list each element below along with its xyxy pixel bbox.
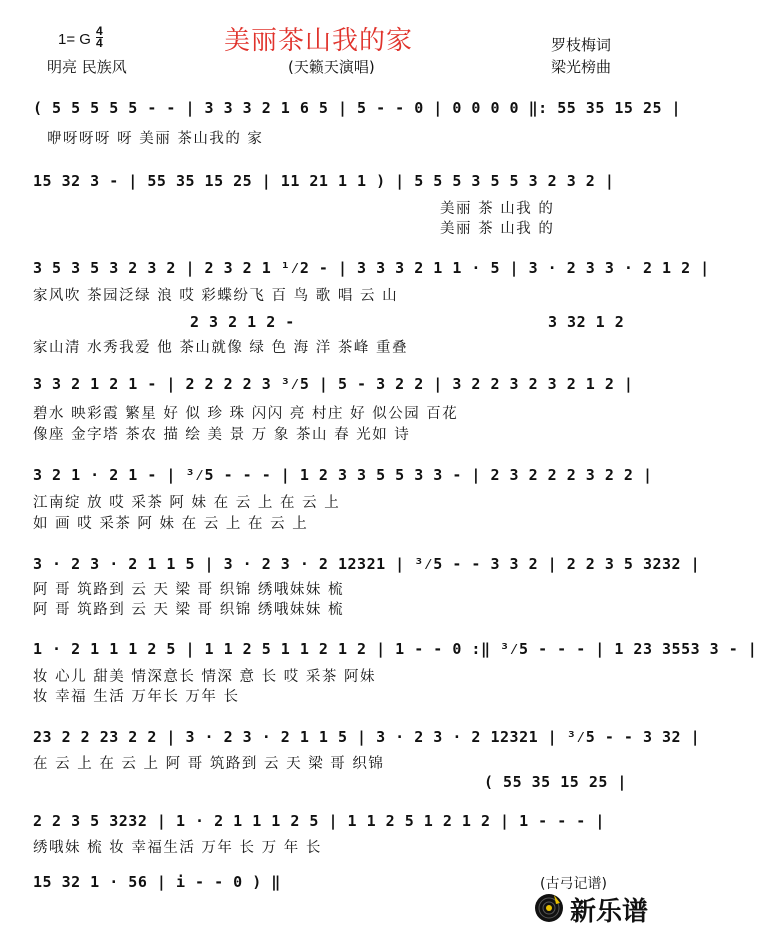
notation-line-7: 1 · 2 1 1 1 2 5 | 1 1 2 5 1 1 2 1 2 | 1 - - 0 :‖ ³⁄5 - - - | 1 23 3553 3 - | [33,640,757,658]
lyricist-credit: 罗枝梅词 [551,36,612,54]
lyric-line-3a: 家风吹 茶园泛绿 浪 哎 彩蝶纷飞 百 鸟 歌 唱 云 山 [33,288,399,304]
lyric-line-9: 绣哦妹 梳 妆 幸福生活 万年 长 万 年 长 [33,840,322,856]
notation-line-8: 23 2 2 23 2 2 | 3 · 2 3 · 2 1 1 5 | 3 · 2 3 · 2 12321 | ³⁄5 - - 3 32 | [33,728,701,746]
notation-line-3: 3 5 3 5 3 2 3 2 | 2 3 2 1 ¹⁄2 - | 3 3 3 2 1 1 · 5 | 3 · 2 3 3 · 2 1 2 | [33,259,710,277]
time-signature-value [96,26,103,49]
notation-line-9: 2 2 3 5 3232 | 1 · 2 1 1 1 2 5 | 1 1 2 5 1 2 1 2 | 1 - - - | [33,812,605,830]
time-signature [96,26,103,49]
notation-line-3-alt: 2 3 2 1 2 - [190,313,295,331]
site-logo [534,891,648,928]
performer-credit: (天籁天演唱) [288,58,375,76]
lyric-line-5b: 如 画 哎 采茶 阿 妹 在 云 上 在 云 上 [33,516,309,532]
lyric-line-3b: 家山清 水秀我爱 他 茶山就像 绿 色 海 洋 茶峰 重叠 [33,340,408,356]
lyric-line-6b: 阿 哥 筑路到 云 天 梁 哥 织锦 绣哦妹妹 梳 [33,602,344,618]
time-sig-top: 4 [96,24,103,38]
lyric-line-4b: 像座 金字塔 茶农 描 绘 美 景 万 象 茶山 春 光如 诗 [33,427,411,443]
notation-line-3-alt2: 3 32 1 2 [548,313,625,331]
lyric-line-2a: 美丽 茶 山我 的 [440,201,555,217]
notation-line-10: 15 32 1 · 56 | i - - 0 ) ‖ [33,873,281,891]
notation-line-4: 3 3 2 1 2 1 - | 2 2 2 2 3 ³⁄5 | 5 - 3 2 2 | 3 2 2 3 2 3 2 1 2 | [33,375,634,393]
lyric-line-7a: 妆 心儿 甜美 情深意长 情深 意 长 哎 采茶 阿妹 [33,669,376,685]
transcriber-credit: (古弓记谱) [540,876,607,892]
page-title: 美丽茶山我的家 [224,26,414,56]
lyric-line-6a: 阿 哥 筑路到 云 天 梁 哥 织锦 绣哦妹妹 梳 [33,582,344,598]
key-signature: 1= G [58,31,91,48]
notation-line-2: 15 32 3 - | 55 35 15 25 | 11 21 1 1 ) | 5 5 5 3 5 5 3 2 3 2 | [33,172,615,190]
style-marking: 明亮 民族风 [47,58,127,76]
lyric-line-8: 在 云 上 在 云 上 阿 哥 筑路到 云 天 梁 哥 织锦 [33,756,385,772]
composer-credit: 梁光榜曲 [551,58,612,76]
lyric-line-4a: 碧水 映彩霞 繁星 好 似 珍 珠 闪闪 亮 村庄 好 似公园 百花 [33,406,459,422]
notation-line-1: ( 5 5 5 5 5 - - | 3 3 3 2 1 6 5 | 5 - - 0 | 0 0 0 0 ‖: 55 35 15 25 | [33,99,682,117]
notation-line-5: 3 2 1 · 2 1 - | ³⁄5 - - - | 1 2 3 3 5 5 3 3 - | 2 3 2 2 2 3 2 2 | [33,466,653,484]
lyric-line-2b: 美丽 茶 山我 的 [440,221,555,237]
lyric-line-1: 咿呀呀呀 呀 美丽 茶山我的 家 [47,131,264,147]
lyric-line-5a: 江南绽 放 哎 采茶 阿 妹 在 云 上 在 云 上 [33,495,341,511]
brand-name: 新乐谱 [570,897,649,927]
vinyl-record-icon [534,893,564,927]
lyric-line-7b: 妆 幸福 生活 万年长 万年 长 [33,689,240,705]
notation-line-6: 3 · 2 3 · 2 1 1 5 | 3 · 2 3 · 2 12321 | ³⁄5 - - 3 3 2 | 2 2 3 5 3232 | [33,555,701,573]
time-sig-bottom: 4 [96,36,103,50]
notation-line-8-alt: ( 55 35 15 25 | [484,773,627,791]
